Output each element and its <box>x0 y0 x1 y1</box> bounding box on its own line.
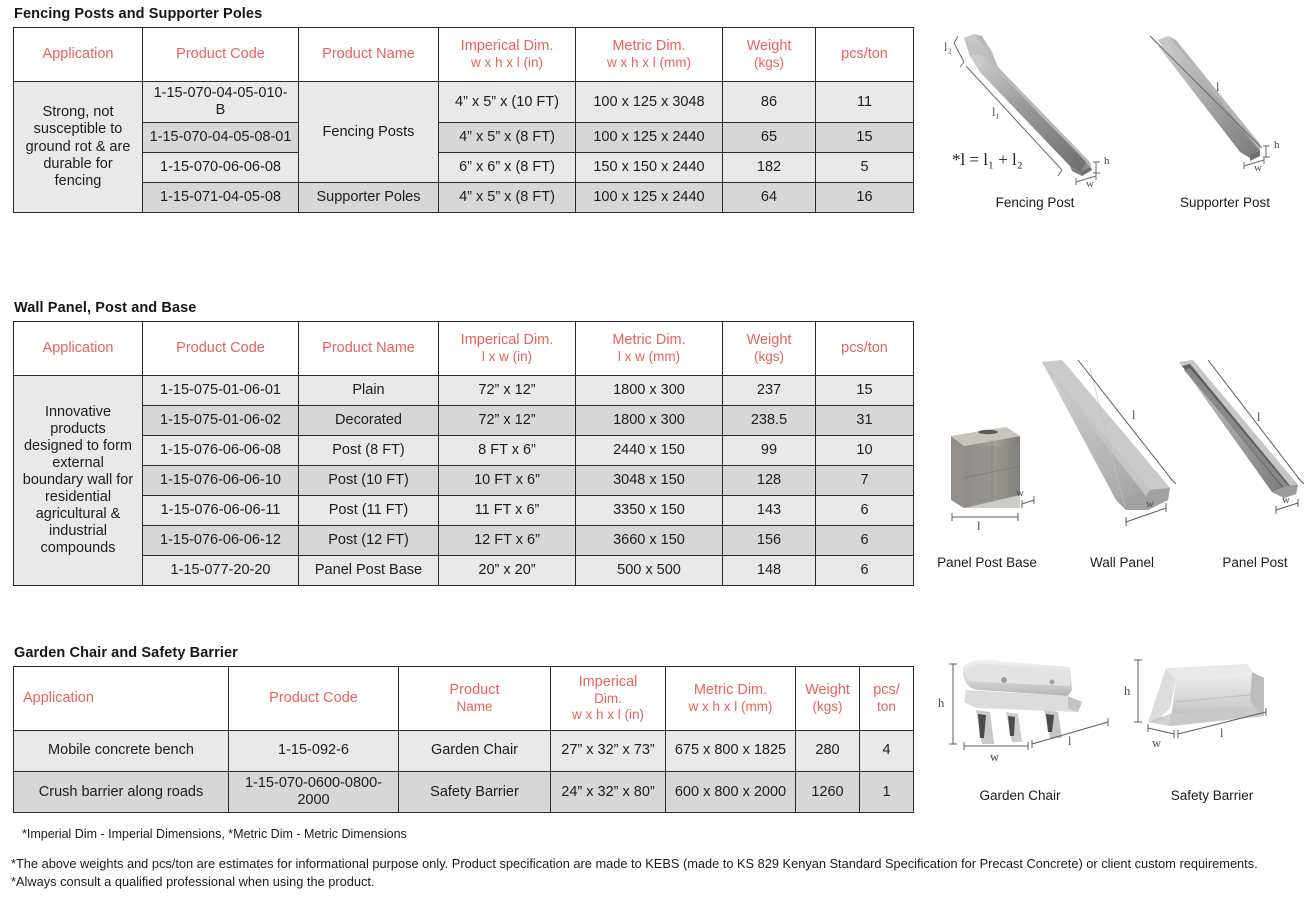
col-imperial-line1: Imperical <box>578 674 638 691</box>
cell-weight: 182 <box>723 153 816 183</box>
table-row <box>14 556 914 586</box>
cell-application: Crush barrier along roads <box>14 772 229 813</box>
cell-imperial: 10 FT x 6” <box>439 466 576 496</box>
table-fencing-posts <box>13 27 914 213</box>
cell-imperial: 4” x 5” x (8 FT) <box>439 183 576 213</box>
dim-label-w: w <box>1146 498 1154 510</box>
table-header-row <box>14 28 914 82</box>
cell-pcs: 11 <box>816 82 914 123</box>
cell-product-code: 1-15-076-06-06-10 <box>143 466 299 496</box>
col-weight-sub: (kgs) <box>754 55 784 71</box>
table-row <box>14 466 914 496</box>
dim-label-h: h <box>938 696 945 710</box>
col-imperial-main: Imperical Dim. <box>460 37 554 54</box>
cell-imperial: 8 FT x 6” <box>439 436 576 466</box>
col-metric-dim <box>666 667 796 731</box>
cell-product-name: Panel Post Base <box>299 556 439 586</box>
cell-product-code: 1-15-070-04-05-08-01 <box>143 123 299 153</box>
cell-imperial: 24” x 32” x 80” <box>551 772 666 813</box>
col-metric-main: Metric Dim. <box>612 37 686 54</box>
dim-label-l: l <box>1132 408 1136 422</box>
col-pcs-ton: pcs/ton <box>816 322 914 376</box>
table-row <box>14 436 914 466</box>
cell-imperial: 6” x 6” x (8 FT) <box>439 153 576 183</box>
cell-product-code: 1-15-076-06-06-12 <box>143 526 299 556</box>
cell-pcs: 1 <box>860 772 914 813</box>
col-pcs-line1: pcs/ <box>873 681 900 698</box>
dim-label-w: w <box>1086 178 1094 190</box>
col-imperial-dim <box>439 322 576 376</box>
cell-product-name: Post (12 FT) <box>299 526 439 556</box>
figure-caption-panel-post-base: Panel Post Base <box>937 555 1037 570</box>
cell-metric: 150 x 150 x 2440 <box>576 153 723 183</box>
dim-label-w: w <box>990 750 1000 764</box>
cell-product-code: 1-15-092-6 <box>229 731 399 772</box>
col-application: Application <box>14 28 143 82</box>
dim-label-w: w <box>1152 736 1162 750</box>
cell-imperial: 72” x 12” <box>439 376 576 406</box>
col-pcs-ton <box>860 667 914 731</box>
col-weight-main: Weight <box>746 37 792 54</box>
col-product-name: Product Name <box>299 322 439 376</box>
col-imperial-dim <box>439 28 576 82</box>
cell-product-name: Garden Chair <box>399 731 551 772</box>
col-imperial-main: Imperical Dim. <box>460 331 554 348</box>
cell-pcs: 15 <box>816 376 914 406</box>
table-row <box>14 82 914 123</box>
cell-metric: 100 x 125 x 2440 <box>576 123 723 153</box>
col-weight <box>723 322 816 376</box>
col-imperial-dim <box>551 667 666 731</box>
cell-weight: 128 <box>723 466 816 496</box>
col-pcs-line2: ton <box>877 699 896 715</box>
cell-weight: 86 <box>723 82 816 123</box>
fencing-post-formula: *l = l₁ + l₂ <box>952 150 1023 169</box>
col-metric-main: Metric Dim. <box>693 681 768 698</box>
cell-pcs: 7 <box>816 466 914 496</box>
section-title-fencing: Fencing Posts and Supporter Poles <box>14 6 263 22</box>
cell-product-code: 1-15-077-20-20 <box>143 556 299 586</box>
cell-weight: 238.5 <box>723 406 816 436</box>
col-imperial-line2: Dim. <box>594 691 622 707</box>
figure-group-garden-chair <box>920 650 1312 815</box>
dim-label-l: l <box>1257 410 1261 424</box>
col-metric-sub: w x h x l (mm) <box>688 699 773 715</box>
cell-product-code: 1-15-070-04-05-010-B <box>143 82 299 123</box>
col-product-code: Product Code <box>143 28 299 82</box>
cell-product-name: Post (8 FT) <box>299 436 439 466</box>
footnote-disclaimer-2: *Always consult a qualified professional when using the product. <box>11 874 375 889</box>
table-row <box>14 731 914 772</box>
cell-application: Innovative products designed to form external boundary wall for residential agricultural & industrial compounds <box>14 376 143 586</box>
col-application: Application <box>14 667 229 731</box>
dim-label-w: w <box>1016 487 1024 499</box>
cell-metric: 3660 x 150 <box>576 526 723 556</box>
section-title-wall-panel: Wall Panel, Post and Base <box>14 300 197 316</box>
col-metric-sub: w x h x l (mm) <box>607 55 691 71</box>
cell-product-code: 1-15-076-06-06-11 <box>143 496 299 526</box>
table-header-row <box>14 322 914 376</box>
cell-imperial: 12 FT x 6” <box>439 526 576 556</box>
col-metric-dim <box>576 322 723 376</box>
cell-product-name: Supporter Poles <box>299 183 439 213</box>
cell-metric: 1800 x 300 <box>576 376 723 406</box>
col-weight-sub: (kgs) <box>754 349 784 365</box>
figure-caption-garden-chair: Garden Chair <box>979 788 1061 803</box>
fencing-post-diagram <box>930 10 1312 220</box>
dim-label-h: h <box>1124 684 1131 698</box>
col-weight-main: Weight <box>805 681 850 698</box>
figure-group-wall-panel <box>920 360 1312 585</box>
cell-weight: 237 <box>723 376 816 406</box>
col-product-name-line2: Name <box>456 699 493 715</box>
cell-imperial: 11 FT x 6” <box>439 496 576 526</box>
wall-panel-diagram <box>920 360 1312 585</box>
dim-label-l: l <box>977 519 981 533</box>
cell-metric: 500 x 500 <box>576 556 723 586</box>
cell-product-code: 1-15-075-01-06-02 <box>143 406 299 436</box>
table-header-row <box>14 667 914 731</box>
cell-metric: 2440 x 150 <box>576 436 723 466</box>
dim-label-w: w <box>1282 494 1290 506</box>
footnote-disclaimer-1: *The above weights and pcs/ton are estimates for informational purpose only. Product specification are made to KEBS (made to KS 829 Kenyan Standard Specification for Precast Concrete) or client custom requirements. <box>11 856 1258 871</box>
cell-product-name: Decorated <box>299 406 439 436</box>
figure-caption-safety-barrier: Safety Barrier <box>1170 788 1254 803</box>
col-metric-main: Metric Dim. <box>612 331 686 348</box>
cell-imperial: 72” x 12” <box>439 406 576 436</box>
figure-caption-wall-panel: Wall Panel <box>1089 555 1155 570</box>
figure-group-fencing <box>930 10 1312 220</box>
cell-metric: 3350 x 150 <box>576 496 723 526</box>
cell-product-name: Post (10 FT) <box>299 466 439 496</box>
cell-weight: 280 <box>796 731 860 772</box>
col-weight-sub: (kgs) <box>812 699 843 715</box>
cell-pcs: 5 <box>816 153 914 183</box>
cell-product-name: Safety Barrier <box>399 772 551 813</box>
col-metric-sub: l x w (mm) <box>617 349 681 365</box>
col-metric-dim <box>576 28 723 82</box>
col-product-name <box>399 667 551 731</box>
section-title-garden-chair: Garden Chair and Safety Barrier <box>14 645 238 661</box>
cell-product-name: Fencing Posts <box>299 82 439 183</box>
col-pcs-ton: pcs/ton <box>816 28 914 82</box>
table-garden-chair <box>13 666 914 813</box>
cell-product-code: 1-15-071-04-05-08 <box>143 183 299 213</box>
cell-pcs: 31 <box>816 406 914 436</box>
dim-label-l2: l₂ <box>944 40 952 54</box>
section-fencing-posts <box>13 6 914 213</box>
cell-weight: 143 <box>723 496 816 526</box>
cell-pcs: 6 <box>816 496 914 526</box>
col-product-code: Product Code <box>229 667 399 731</box>
table-row <box>14 772 914 813</box>
dim-label-l: l <box>1068 734 1072 748</box>
cell-weight: 65 <box>723 123 816 153</box>
table-row <box>14 376 914 406</box>
cell-metric: 600 x 800 x 2000 <box>666 772 796 813</box>
section-garden-chair <box>13 645 914 813</box>
cell-product-code: 1-15-076-06-06-08 <box>143 436 299 466</box>
cell-application: Strong, not susceptible to ground rot & are durable for fencing <box>14 82 143 213</box>
figure-caption-panel-post: Panel Post <box>1222 555 1288 570</box>
cell-pcs: 6 <box>816 526 914 556</box>
dim-label-l: l <box>1216 80 1220 94</box>
cell-product-name: Plain <box>299 376 439 406</box>
col-weight-main: Weight <box>746 331 792 348</box>
cell-imperial: 4” x 5” x (8 FT) <box>439 123 576 153</box>
table-row <box>14 406 914 436</box>
cell-metric: 675 x 800 x 1825 <box>666 731 796 772</box>
table-row <box>14 496 914 526</box>
cell-pcs: 16 <box>816 183 914 213</box>
col-imperial-line3: w x h x l (in) <box>571 707 644 723</box>
cell-weight: 64 <box>723 183 816 213</box>
dim-label-w: w <box>1254 162 1262 174</box>
figure-caption-supporter-post: Supporter Post <box>1179 195 1271 210</box>
cell-metric: 3048 x 150 <box>576 466 723 496</box>
dim-label-h: h <box>1104 155 1110 167</box>
cell-imperial: 27” x 32” x 73” <box>551 731 666 772</box>
cell-product-code: 1-15-070-06-06-08 <box>143 153 299 183</box>
cell-pcs: 10 <box>816 436 914 466</box>
cell-product-code: 1-15-070-0600-0800-2000 <box>229 772 399 813</box>
col-weight <box>796 667 860 731</box>
col-imperial-sub: w x h x l (in) <box>470 55 543 71</box>
table-row <box>14 153 914 183</box>
cell-metric: 1800 x 300 <box>576 406 723 436</box>
col-imperial-sub: l x w (in) <box>481 349 533 365</box>
col-product-name: Product Name <box>299 28 439 82</box>
section-wall-panel <box>13 300 914 586</box>
col-weight <box>723 28 816 82</box>
cell-weight: 148 <box>723 556 816 586</box>
table-row <box>14 526 914 556</box>
dim-label-l: l <box>1220 726 1224 740</box>
cell-pcs: 15 <box>816 123 914 153</box>
cell-imperial: 20” x 20” <box>439 556 576 586</box>
cell-weight: 1260 <box>796 772 860 813</box>
figure-caption-fencing-post: Fencing Post <box>995 195 1075 210</box>
cell-product-code: 1-15-075-01-06-01 <box>143 376 299 406</box>
cell-application: Mobile concrete bench <box>14 731 229 772</box>
col-product-code: Product Code <box>143 322 299 376</box>
cell-imperial: 4” x 5” x (10 FT) <box>439 82 576 123</box>
cell-pcs: 6 <box>816 556 914 586</box>
footnote-abbreviations: *Imperial Dim - Imperial Dimensions, *Metric Dim - Metric Dimensions <box>22 827 407 841</box>
cell-weight: 99 <box>723 436 816 466</box>
cell-metric: 100 x 125 x 2440 <box>576 183 723 213</box>
table-row <box>14 123 914 153</box>
table-row <box>14 183 914 213</box>
cell-pcs: 4 <box>860 731 914 772</box>
dim-label-h: h <box>1274 139 1280 151</box>
dim-label-l1: l₁ <box>992 105 1000 119</box>
col-product-name-line1: Product <box>449 681 500 698</box>
cell-product-name: Post (11 FT) <box>299 496 439 526</box>
col-application: Application <box>14 322 143 376</box>
cell-weight: 156 <box>723 526 816 556</box>
table-wall-panel <box>13 321 914 586</box>
cell-metric: 100 x 125 x 3048 <box>576 82 723 123</box>
